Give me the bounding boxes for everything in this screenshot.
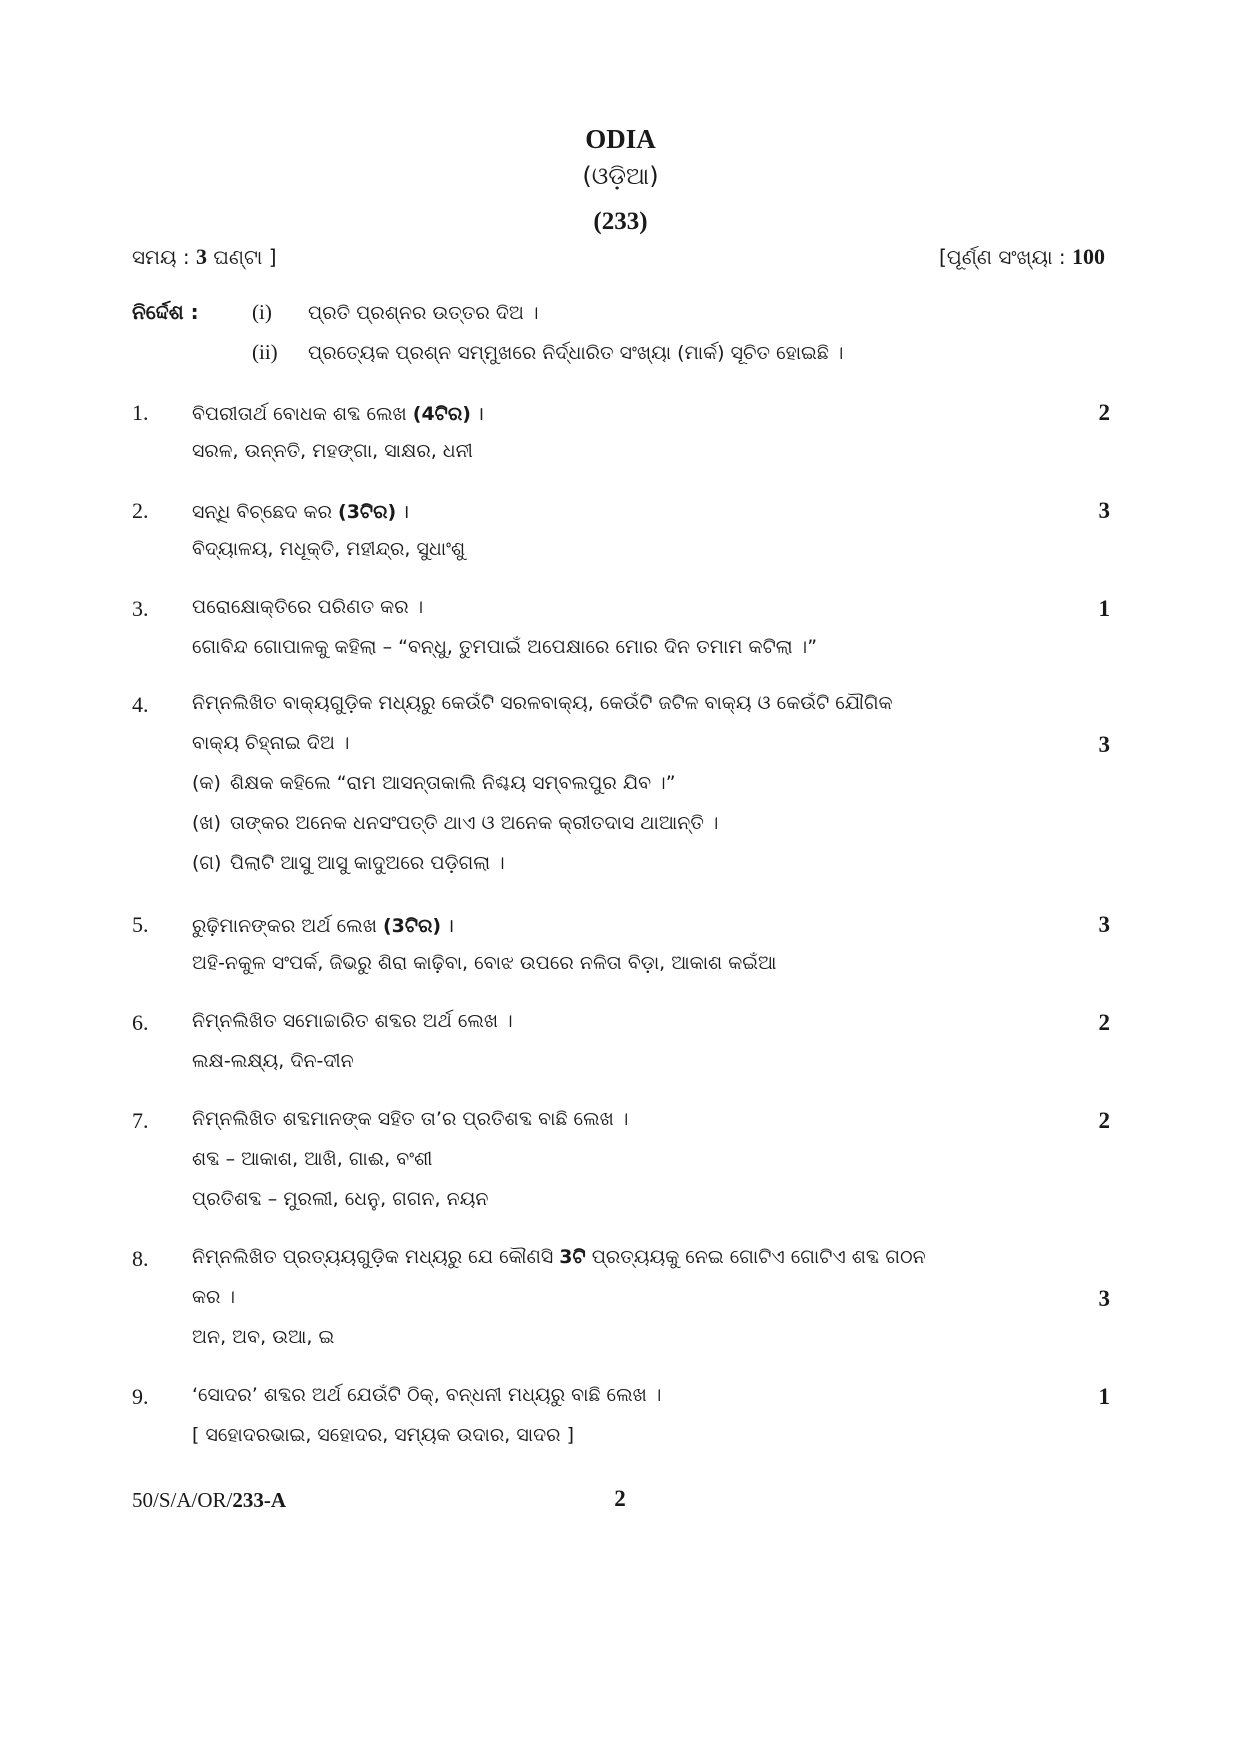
sub-item	[192, 772, 676, 794]
sub-item-label: (କ)	[192, 772, 221, 794]
sub-item-label: (ଗ)	[192, 852, 222, 874]
question-marks: 3	[1098, 498, 1110, 523]
maximum-marks	[939, 244, 1105, 270]
marks-label: [ପୂର୍ଣ୍ଣ ସଂଖ୍ୟା :	[938, 245, 1066, 269]
question-marks: 2	[1098, 1108, 1110, 1133]
question-text-continued: ବାକ୍ୟ ଚିହ୍ନାଇ ଦିଅ ।	[192, 732, 350, 754]
question-content: ଲକ୍ଷ-ଲକ୍ଷ୍ୟ, ଦିନ-ଦୀନ	[192, 1050, 354, 1072]
question-marks: 1	[1098, 1384, 1110, 1409]
question-content: ବିଦ୍ୟାଳୟ, ମଧୂକ୍ତି, ମହୀନ୍ଦ୍ର, ସୁଧାଂଶୁ	[192, 538, 466, 560]
time-label: ସମୟ :	[132, 245, 190, 269]
question-text: ‘ସୋଦର’ ଶବ୍ଦର ଅର୍ଥ ଯେଉଁଟି ଠିକ୍, ବନ୍ଧନୀ ମଧ୍ୟରୁ ବାଛି ଲେଖ ।	[192, 1384, 662, 1406]
question-number: 6.	[132, 1010, 149, 1035]
question-text: ନିମ୍ନଲିଖିତ ପ୍ରତ୍ୟୟଗୁଡ଼ିକ ମଧ୍ୟରୁ ଯେ କୌଣସି 3ଟି ପ୍ରତ୍ୟୟକୁ ନେଇ ଗୋଟିଏ ଗୋଟିଏ ଶବ୍ଦ ଗଠନ	[192, 1246, 926, 1268]
time-allowed	[132, 244, 277, 270]
question-number: 8.	[132, 1246, 149, 1271]
question-text: ରୁଢ଼ିମାନଙ୍କର ଅର୍ଥ ଲେଖ (3ଟିର) ।	[192, 915, 455, 937]
sub-item-label: (ଖ)	[192, 812, 222, 834]
question-text: ନିମ୍ନଲିଖିତ ବାକ୍ୟଗୁଡ଼ିକ ମଧ୍ୟରୁ କେଉଁଟି ସରଳବାକ୍ୟ, କେଉଁଟି ଜଟିଳ ବାକ୍ୟ ଓ କେଉଁଟି ଯୌଗିକ	[192, 692, 893, 714]
sub-item-text: ପିଲାଟି ଆସୁ ଆସୁ କାଦୁଅରେ ପଡ଼ିଗଲା ।	[230, 852, 505, 874]
question-number: 9.	[132, 1384, 149, 1409]
footer-paper-code: 50/S/A/OR/233-A	[132, 1488, 287, 1512]
sub-item-text: ତାଙ୍କର ଅନେକ ଧନସଂପତ୍ତି ଥାଏ ଓ ଅନେକ କ୍ରୀତଦାସ ଥାଆନ୍ତି ।	[230, 812, 719, 834]
paper-code: (233)	[593, 208, 648, 235]
instruction-number: (ii)	[252, 340, 278, 364]
time-unit: ଘଣ୍ଟା ]	[213, 245, 277, 269]
question-text: ପରୋକ୍ଷୋକ୍ତିରେ ପରିଣତ କର ।	[192, 596, 424, 618]
question-marks: 3	[1098, 1286, 1110, 1311]
question-marks: 3	[1098, 732, 1110, 757]
question-text: ନିମ୍ନଲିଖିତ ସମୋଚ୍ଚାରିତ ଶବ୍ଦର ଅର୍ଥ ଲେଖ ।	[192, 1010, 513, 1032]
instruction-item	[252, 300, 539, 325]
question-content: ଗୋବିନ୍ଦ ଗୋପାଳକୁ କହିଲା – “ବନ୍ଧୁ, ତୁମପାଇଁ ଅପେକ୍ଷାରେ ମୋର ଦିନ ତମାମ କଟିଲା ।”	[192, 636, 818, 658]
sub-item	[192, 852, 505, 874]
page-number: 2	[614, 1486, 626, 1511]
marks-value: 100	[1072, 244, 1105, 269]
time-value: 3	[195, 244, 207, 269]
instructions-label: ନିର୍ଦ୍ଦେଶ :	[132, 300, 199, 324]
question-text: ନିମ୍ନଲିଖିତ ଶବ୍ଦମାନଙ୍କ ସହିତ ତା’ର ପ୍ରତିଶବ୍ଦ ବାଛି ଲେଖ ।	[192, 1108, 629, 1130]
question-number: 7.	[132, 1108, 149, 1133]
question-content: [ ସହୋଦରଭାଇ, ସହୋଦର, ସମ୍ୟକ ଉଦାର, ସାଦର ]	[192, 1424, 574, 1446]
question-content: ଅନ, ଅବ, ଉଆ, ଇ	[192, 1326, 335, 1348]
question-marks: 1	[1098, 596, 1110, 621]
question-text: ବିପରୀତାର୍ଥ ବୋଧକ ଶବ୍ଦ ଲେଖ (4ଟିର) ।	[192, 403, 485, 425]
question-number: 2.	[132, 498, 149, 523]
sub-item-text: ଶିକ୍ଷକ କହିଲେ “ରାମ ଆସନ୍ତାକାଲି ନିଶ୍ଚୟ ସମ୍ବଲପୁର ଯିବ ।”	[230, 772, 676, 794]
instruction-number: (i)	[252, 300, 272, 324]
question-content: ଅହି-ନକୁଳ ସଂପର୍କ, ଜିଭରୁ ଶିରା କାଢ଼ିବା, ବୋଝ ଉପରେ ନଳିତା ବିଡ଼ା, ଆକାଶ କଇଁଆ	[192, 952, 777, 974]
instruction-text: ପ୍ରତି ପ୍ରଶ୍ନର ଉତ୍ତର ଦିଅ ।	[308, 302, 539, 324]
instruction-item	[252, 340, 843, 365]
question-number: 5.	[132, 912, 149, 937]
question-text: ସନ୍ଧି ବିଚ୍ଛେଦ କର (3ଟିର) ।	[192, 501, 410, 523]
question-marks: 2	[1098, 400, 1110, 425]
question-text-continued: କର ।	[192, 1286, 236, 1308]
question-content: ସରଳ, ଉନ୍ନତି, ମହଙ୍ଗା, ସାକ୍ଷର, ଧନୀ	[192, 440, 473, 462]
instruction-text: ପ୍ରତ୍ୟେକ ପ୍ରଶ୍ନ ସମ୍ମୁଖରେ ନିର୍ଦ୍ଧାରିତ ସଂଖ୍ୟା (ମାର୍କ) ସୂଚିତ ହୋଇଛି ।	[308, 342, 844, 364]
question-number: 4.	[132, 692, 149, 717]
question-content: ପ୍ରତିଶବ୍ଦ – ମୁରଲୀ, ଧେନୁ, ଗଗନ, ନୟନ	[192, 1188, 489, 1210]
question-content: ଶବ୍ଦ – ଆକାଶ, ଆଖି, ଗାଈ, ବଂଶୀ	[192, 1148, 433, 1170]
question-number: 3.	[132, 596, 149, 621]
sub-item	[192, 812, 718, 834]
question-marks: 3	[1098, 912, 1110, 937]
question-marks: 2	[1098, 1010, 1110, 1035]
paper-title: ODIA	[585, 124, 656, 154]
paper-subtitle: (ଓଡ଼ିଆ)	[582, 162, 659, 190]
question-number: 1.	[132, 400, 149, 425]
